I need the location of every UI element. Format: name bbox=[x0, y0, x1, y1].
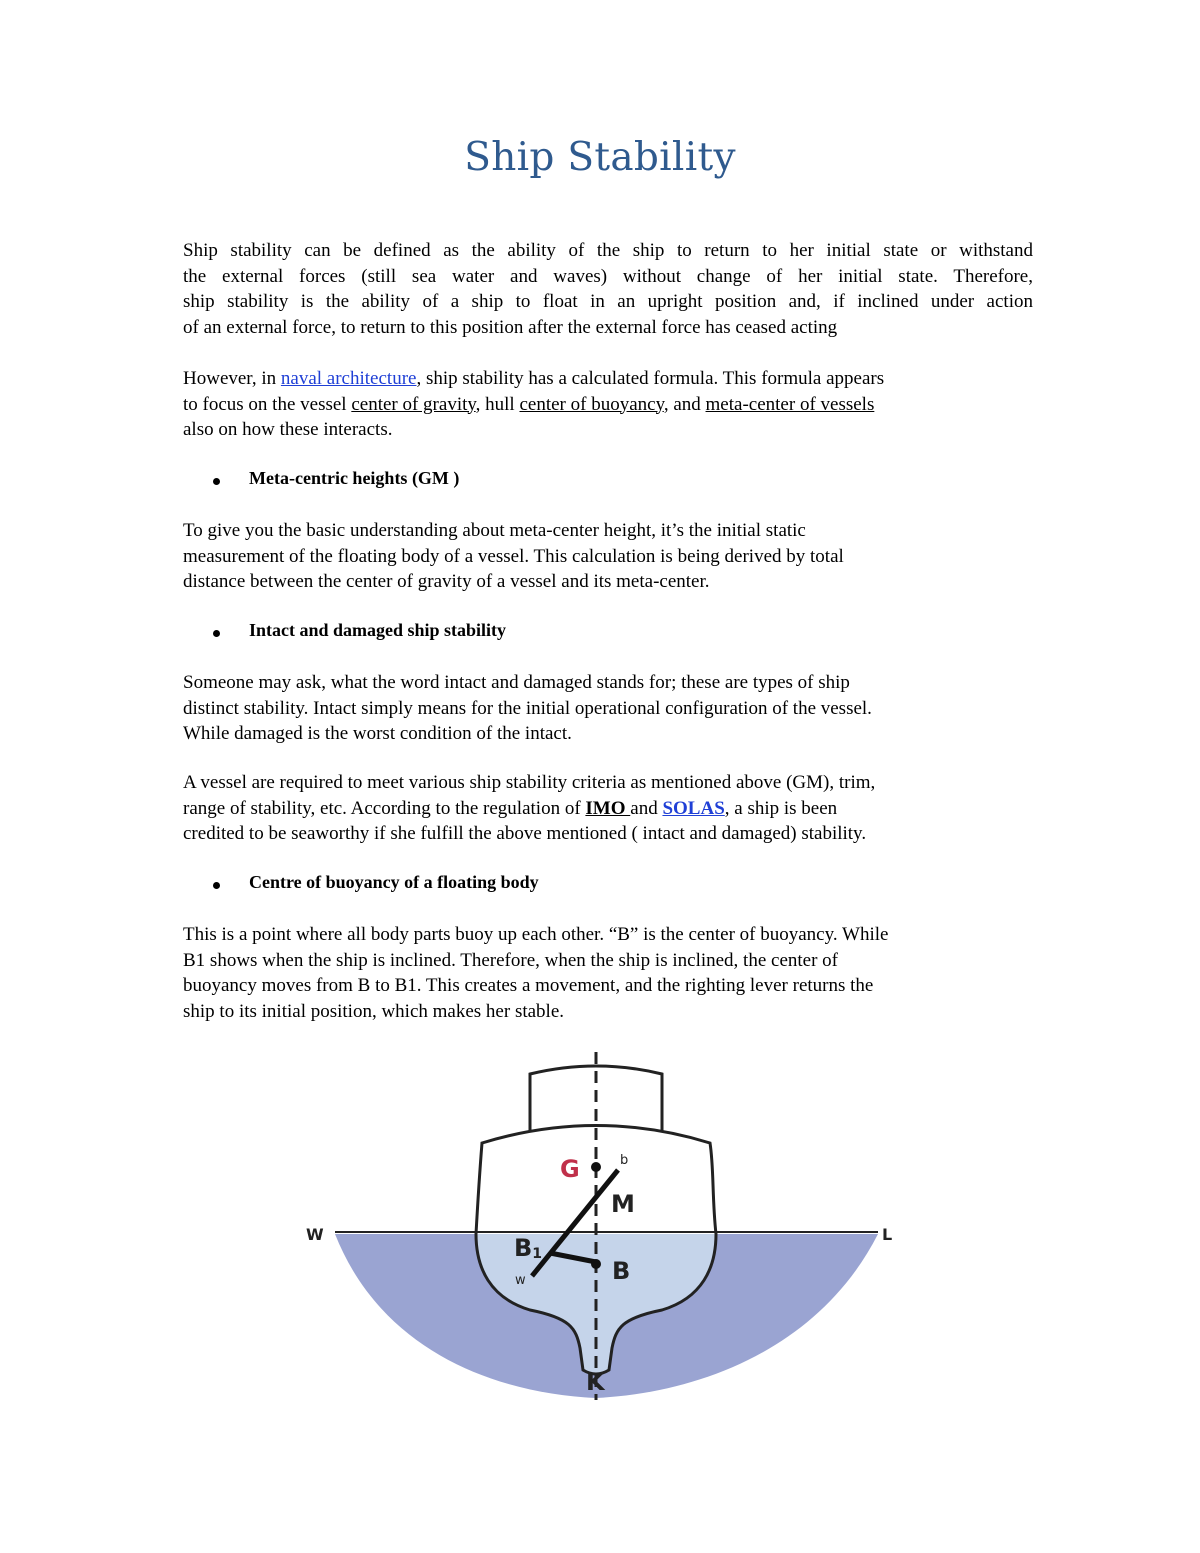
imo-link[interactable]: IMO bbox=[585, 797, 631, 819]
bullet-icon bbox=[213, 630, 220, 637]
intact-paragraph bbox=[183, 670, 1033, 747]
paragraph-line: To give you the basic understanding about meta-center height, it’s the initial static bbox=[183, 520, 806, 541]
term-center-of-buoyancy: center of buoyancy bbox=[519, 393, 664, 415]
intro-line: of an external force, to return to this position after the external force has ceased acting bbox=[183, 316, 838, 338]
intro-line: ship stability is the ability of a ship to float in an upright position and, if inclined under action bbox=[183, 291, 1033, 313]
criteria-and: and bbox=[630, 797, 663, 819]
page-title: Ship Stability bbox=[464, 135, 736, 180]
label-w: W bbox=[306, 1225, 324, 1244]
criteria-line-1: A vessel are required to meet various ship stability criteria as mentioned above (GM), trim, bbox=[183, 772, 876, 793]
naval-paragraph bbox=[183, 366, 1033, 443]
bullet-heading: Meta-centric heights (GM ) bbox=[249, 468, 460, 488]
meta-centric-paragraph bbox=[183, 518, 1033, 595]
point-b bbox=[591, 1259, 601, 1269]
term-meta-center: meta-center of vessels bbox=[705, 393, 875, 415]
label-k: K bbox=[586, 1368, 605, 1396]
solas-link[interactable]: SOLAS bbox=[662, 797, 725, 819]
bullet-heading: Intact and damaged ship stability bbox=[249, 620, 507, 640]
bullet-icon bbox=[213, 882, 220, 889]
label-b1: B1 bbox=[514, 1234, 543, 1262]
intro-line: the external forces (still sea water and waves) without change of her initial state. Therefore, bbox=[183, 265, 1033, 287]
ship-stability-diagram bbox=[300, 1048, 910, 1408]
label-l: L bbox=[882, 1225, 893, 1244]
naval-line-2 bbox=[183, 392, 1033, 418]
naval-after-link: , ship stability has a calculated formula. This formula appears bbox=[416, 368, 885, 389]
naval-sep1: , hull bbox=[475, 393, 520, 415]
naval-prefix: However, in bbox=[183, 368, 281, 389]
label-m: M bbox=[611, 1190, 635, 1218]
paragraph-line: measurement of the floating body of a vessel. This calculation is being derived by total bbox=[183, 545, 844, 567]
label-b-small: b bbox=[620, 1153, 629, 1168]
label-b: B bbox=[612, 1257, 631, 1285]
point-g bbox=[591, 1162, 601, 1172]
intro-line: Ship stability can be defined as the ability of the ship to return to her initial state or withstand bbox=[183, 240, 1033, 261]
buoyancy-paragraph bbox=[183, 922, 1033, 1024]
term-center-of-gravity: center of gravity bbox=[351, 393, 476, 415]
bullet-heading: Centre of buoyancy of a floating body bbox=[249, 872, 539, 892]
criteria-paragraph bbox=[183, 770, 1033, 847]
bullet-icon bbox=[213, 478, 220, 485]
criteria-line-3: credited to be seaworthy if she fulfill the above mentioned ( intact and damaged) stability. bbox=[183, 823, 867, 845]
paragraph-line: distinct stability. Intact simply means for the initial operational configuration of the vessel. bbox=[183, 697, 872, 719]
paragraph-line: While damaged is the worst condition of the intact. bbox=[183, 723, 572, 745]
label-g: G bbox=[560, 1155, 580, 1183]
intro-paragraph bbox=[183, 238, 1033, 340]
paragraph-line: buoyancy moves from B to B1. This creates a movement, and the righting lever returns the bbox=[183, 975, 874, 997]
paragraph-line: Someone may ask, what the word intact and damaged stands for; these are types of ship bbox=[183, 672, 850, 693]
naval-sep2: , and bbox=[663, 393, 706, 415]
ship-hull-upper bbox=[476, 1126, 716, 1235]
criteria-suffix: , a ship is been bbox=[724, 797, 838, 819]
paragraph-line: This is a point where all body parts buoy up each other. “B” is the center of buoyancy. While bbox=[183, 924, 889, 945]
paragraph-line: distance between the center of gravity of a vessel and its meta-center. bbox=[183, 571, 710, 593]
naval-line2-prefix: to focus on the vessel bbox=[183, 393, 352, 415]
paragraph-line: ship to its initial position, which makes her stable. bbox=[183, 1000, 565, 1022]
paragraph-line: B1 shows when the ship is inclined. Therefore, when the ship is inclined, the center of bbox=[183, 949, 838, 971]
label-w-small: w bbox=[515, 1273, 526, 1288]
naval-architecture-link[interactable]: naval architecture bbox=[280, 368, 417, 389]
naval-line-3: also on how these interacts. bbox=[183, 419, 393, 441]
criteria-prefix: range of stability, etc. According to the regulation of bbox=[183, 797, 586, 819]
criteria-line-2 bbox=[183, 796, 1033, 822]
naval-line-1 bbox=[183, 366, 1033, 392]
